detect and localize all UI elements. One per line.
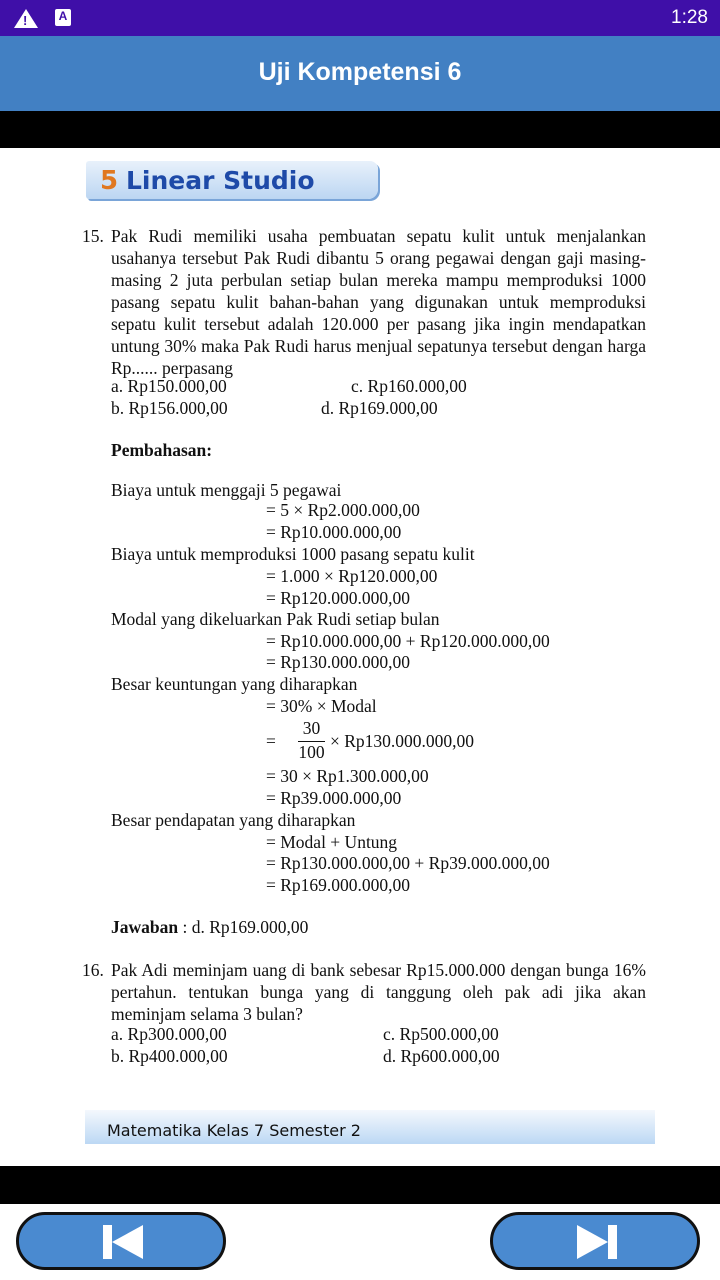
solution-line: = 1.000 × Rp120.000,00 — [266, 566, 438, 586]
app-bar — [0, 36, 720, 111]
solution-step-label: Besar pendapatan yang diharapkan — [111, 810, 356, 830]
question-16 — [82, 959, 646, 1025]
answer-label: Jawaban — [111, 917, 179, 937]
solution-line: = Rp130.000.000,00 + Rp39.000.000,00 — [266, 853, 550, 873]
question-number: 16. — [82, 960, 104, 980]
fraction-numerator: 30 — [298, 718, 325, 742]
skip-previous-icon — [101, 1225, 145, 1259]
solution-equals: = — [266, 731, 276, 751]
status-bar — [0, 0, 720, 36]
solution-step-label: Biaya untuk menggaji 5 pegawai — [111, 480, 342, 500]
solution-line: = Rp10.000.000,00 + Rp120.000.000,00 — [266, 631, 550, 651]
fraction-denominator: 100 — [298, 742, 325, 762]
option-b: b. Rp400.000,00 — [111, 1046, 228, 1066]
question-text: Pak Adi meminjam uang di bank sebesar Rp15.000.000 dengan bunga 16% pertahun. tentukan bunga yang di tanggung oleh pak adi jika akan meminjam selama 3 bulan? — [111, 960, 646, 1024]
solution-line: = Rp169.000.000,00 — [266, 875, 411, 895]
solution-line: = 30% × Modal — [266, 696, 377, 716]
solution-line: × Rp130.000.000,00 — [330, 731, 475, 751]
option-d: d. Rp600.000,00 — [383, 1046, 500, 1066]
a-icon: A — [55, 9, 71, 26]
solution-line: = Rp130.000.000,00 — [266, 652, 411, 672]
question-number: 15. — [82, 226, 104, 246]
previous-button[interactable] — [16, 1212, 226, 1270]
solution-line: = Rp10.000.000,00 — [266, 522, 402, 542]
option-b: b. Rp156.000,00 — [111, 398, 228, 418]
status-time: 1:28 — [671, 7, 708, 28]
answer-value: : d. Rp169.000,00 — [178, 917, 309, 937]
app-title: Uji Kompetensi 6 — [258, 58, 462, 86]
linear-studio-logo — [86, 161, 378, 199]
answer — [111, 917, 308, 938]
warning-icon — [14, 9, 38, 28]
solution-line: = Modal + Untung — [266, 832, 398, 852]
solution-step-label: Besar keuntungan yang diharapkan — [111, 674, 358, 694]
solution-line: = Rp39.000.000,00 — [266, 788, 402, 808]
footer-text: Matematika Kelas 7 Semester 2 — [107, 1121, 361, 1140]
skip-next-icon — [575, 1225, 619, 1259]
bottom-divider — [0, 1166, 720, 1204]
option-c: c. Rp500.000,00 — [383, 1024, 499, 1044]
logo-text: Linear Studio — [126, 166, 315, 195]
option-d: d. Rp169.000,00 — [321, 398, 438, 418]
solution-heading: Pembahasan: — [111, 440, 213, 460]
option-c: c. Rp160.000,00 — [351, 376, 467, 396]
solution-step-label: Modal yang dikeluarkan Pak Rudi setiap bulan — [111, 609, 440, 629]
solution-line: = 5 × Rp2.000.000,00 — [266, 500, 420, 520]
question-text: Pak Rudi memiliki usaha pembuatan sepatu kulit untuk menjalankan usahanya tersebut Pak Rudi dibantu 5 orang pegawai dengan gaji masing-masing 2 juta perbulan setiap bulan mereka mampu memproduksi 1000 pasang sepatu kulit bahan-bahan yang digunakan untuk memproduksi sepatu kulit tersebut adalah 120.000 per pasang jika ingin mendapatkan untung 30% maka Pak Rudi harus menjual sepatunya tersebut dengan harga Rp...... perpasang — [111, 226, 646, 378]
solution-step-label: Biaya untuk memproduksi 1000 pasang sepatu kulit — [111, 544, 475, 564]
solution-line: = Rp120.000.000,00 — [266, 588, 411, 608]
page-image — [0, 148, 720, 1166]
option-a: a. Rp300.000,00 — [111, 1024, 227, 1044]
option-a: a. Rp150.000,00 — [111, 376, 227, 396]
fraction — [298, 718, 325, 763]
page-footer — [85, 1110, 655, 1144]
top-divider — [0, 111, 720, 148]
logo-mark: 5 — [100, 166, 119, 196]
solution-line: = 30 × Rp1.300.000,00 — [266, 766, 429, 786]
next-button[interactable] — [490, 1212, 700, 1270]
question-15 — [82, 225, 646, 379]
